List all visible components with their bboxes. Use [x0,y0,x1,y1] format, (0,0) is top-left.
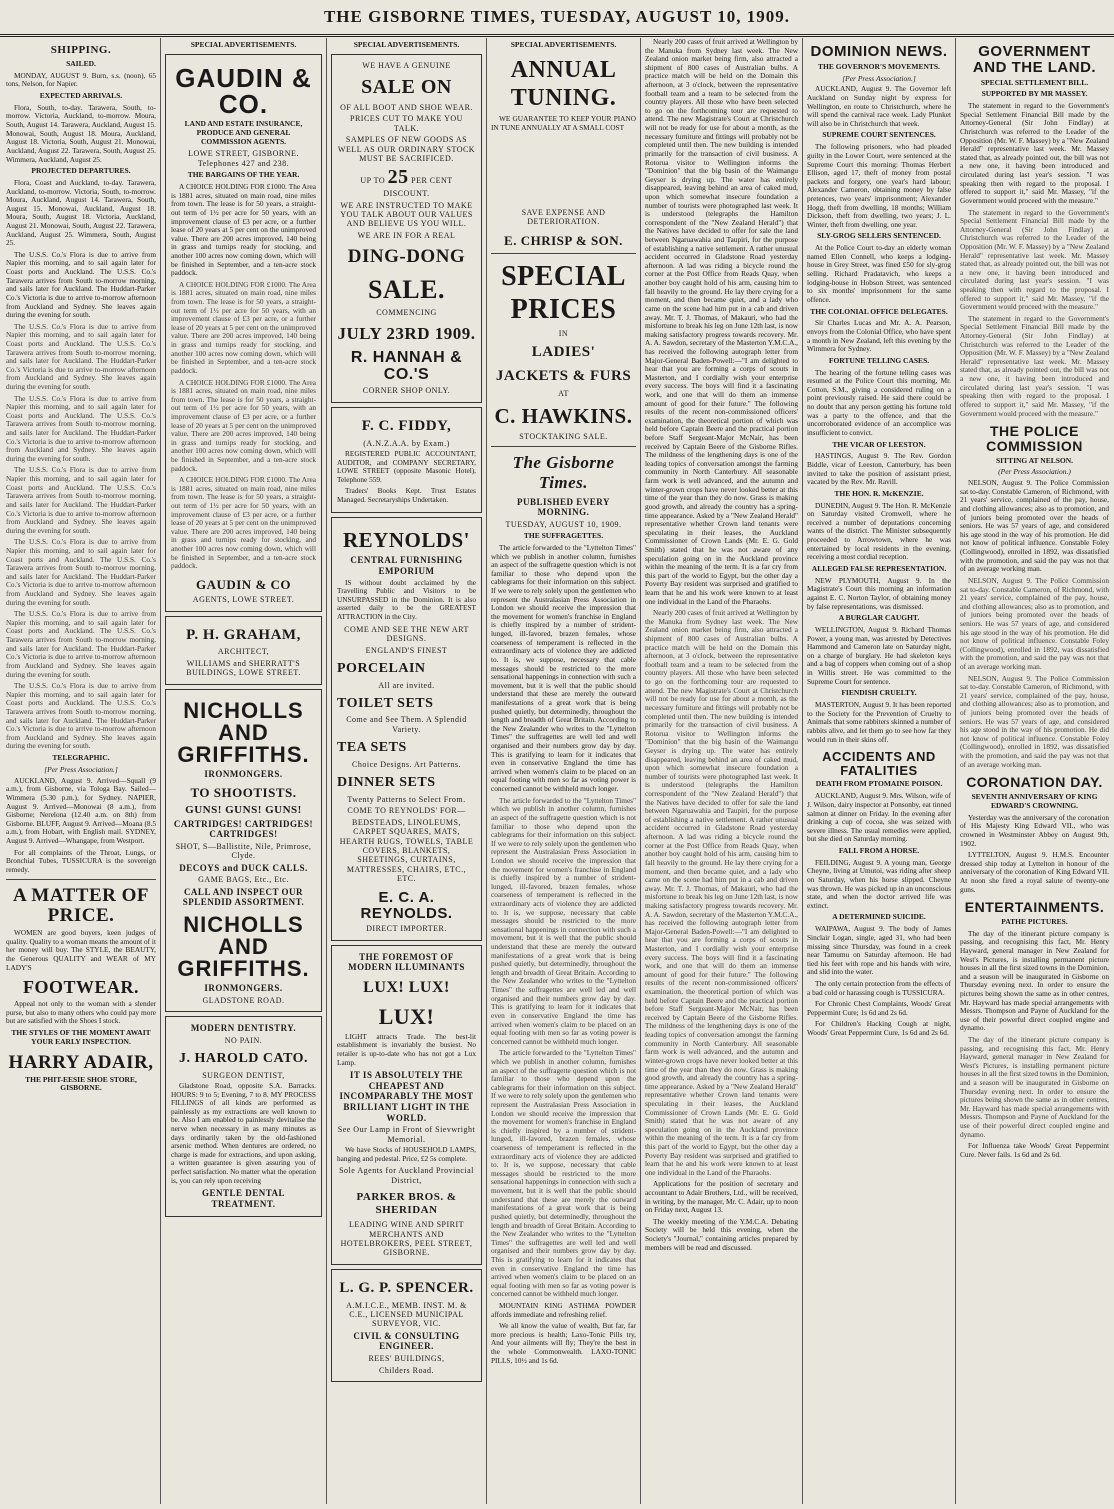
fiddy-text: REGISTERED PUBLIC ACCOUNTANT, AUDITOR, and COMPANY SECRETARY, LOWE STREET (opposite Masonic Hotel), Telephone 559. [337,449,476,484]
footwear-title: FOOTWEAR. [22,977,139,998]
pathe-text-2: The day of the itinerant picture company is passing, and recognising this fact, Mr. Henry Hayward, general manager in New Zealand for West's Pictures, is installing permanent picture houses in all the first sized towns in the Dominion, and a season will be inaugurated in Gisborne on Thursday evening next. In order to ensure the pictures being shown the same as in other centres, Mr. Hayward has made special arrangements with Messrs. Thompson and Payne of Auckland for the use of their powerful direct coupled engine and dynamo. [960,1035,1109,1139]
reynolds-ad [331,517,482,941]
instructed: WE ARE INSTRUCTED TO MAKE YOU TALK ABOUT OUR VALUES AND BELIEVE US YOU WILL. [340,200,473,229]
horse-heading: FALL FROM A HORSE. [838,845,920,855]
shipping-news-5: The U.S.S. Co.'s Flora is due to arrive from Napier this morning, and to sail again later for Coast ports and Auckland. The U.S.S. Co.'s Tarawera arrives from South to-morrow morning, and sails later for Auckland. The Huddart-Parker Co.'s Victoria is due to arrive to-morrow afternoon from Auckland and Sydney. She leaves again during the evening for south. [6,537,156,607]
toilet-sub: Come and See Them. A Splendid Variety. [346,715,467,734]
divider [491,446,636,447]
paper-title: The Gisborne Times. [512,453,615,493]
telegraphic-sub: [Per Press Association.] [44,764,118,774]
traders: Traders' Books Kept. Trust Estates Managed. Secretaryships Undertaken. [337,486,476,505]
column-rule [802,38,803,1504]
alleged-text: NEW PLYMOUTH, August 9. In the Magistrate's Court this morning an information against E. C. Norton Taylor, of obtaining money by false representations, was dismissed. [807,575,951,611]
fiddy-title: F. C. FIDDY, [361,417,452,434]
gladstone-road: GLADSTONE ROAD. [202,995,285,1005]
pathe-heading: PATHE PICTURES. [1001,916,1068,926]
projected-text: Flora, Coast and Auckland, to-day. Tarawera, Auckland, to-morrow. Victoria, South, to-morrow. Moura, Auckland, August 14. Tarawera, South, August 15. Monowai, Auckland, August 18. Moura, South, August 18. Victoria, Auckland, August 21. Monowai, South, August 22. Tarawera, Auckland, August 25. Wimmera, South, August 25. [6,177,156,248]
projected-heading: PROJECTED DEPARTURES. [31,166,131,176]
shot-line: SHOT, S—Ballistite, Nile, Primrose, Clyde. [175,841,312,861]
fortune-text: The hearing of the fortune telling cases was resumed at the Police Court this morning, Mr. Cotton, S.M., giving a considered ruling on a point previously raised. He said there could be no doubt that any person getting his fortune told was a party to the offence, and that the uncorroborated evidence of an accomplice was insufficient to convict. [807,367,951,437]
prices-cut: PRICES CUT TO MAKE YOU TALK. [350,114,463,133]
masthead-title: THE GISBORNE TIMES, TUESDAY, AUGUST 10, 1909. [323,7,791,26]
gaudin-title: GAUDIN & CO. [175,62,312,119]
eca-reynolds: E. C. A. REYNOLDS. [360,888,453,922]
gaudin-ad [165,54,322,612]
issue-date: TUESDAY, AUGUST 10, 1909. [505,519,622,529]
tussicura-note: For all complaints of the Throat, Lungs, or Bronchial Tubes, TUSSICURA is the sovereign remedy. [6,847,156,874]
seventh-anniversary: SEVENTH ANNIVERSARY OF KING EDWARD'S CROWNING. [971,791,1098,810]
chrisp-title: E. CHRISP & SON. [504,232,623,248]
direct-importer: DIRECT IMPORTER. [366,924,447,934]
lux-2: LUX! [378,1003,435,1029]
shipping-news-7: The U.S.S. Co.'s Flora is due to arrive from Napier this morning, and to sail again later for Coast ports and Auckland. The U.S.S. Co.'s Tarawera arrives from South to-morrow morning, and sails later for Auckland. The Huddart-Parker Co.'s Victoria is due to arrive to-morrow afternoon from Auckland and Sydney. She leaves again during the evening for south. [6,681,156,751]
commencing: COMMENCING [376,308,437,318]
supreme-heading: SUPREME COURT SENTENCES. [822,130,936,140]
ironmongers-2: IRONMONGERS. [204,982,283,993]
police-text-3: NELSON, August 9. The Police Commission sat to-day. Constable Cameron, of Richmond, with 21 years' service, complained of the pay, house, and clothing allowances; also as to promotion, and of juniors being promoted over the heads of seniors. He was 57 years of age, and considered his age stood in the way of his promotion. He did not know of political influence. Constable Foley (Collingwood), enrolled in 1892, was dissatisfied with the promotion, and said the pay was not that of an average working man. [960,673,1109,769]
bargains-text-3: A CHOICE HOLDING FOR £1000. The Area is 1881 acres, situated on main road, nine miles from town. The lease is for 50 years, a straight-out term of 1½ per acre for 50 years, with an improvement clause of £3 per acre, or a further lease of 20 years at 5 per cent on the unimproved value. There are 200 acres improved, 140 being in grass and turnips ready for stocking, and another 100 acres now coming down, which will be finished in September, and a ten-acre stock paddock. [171,377,316,473]
entertainments-heading: ENTERTAINMENTS. [964,899,1105,916]
tussicura-note-2: The only certain protection from the effects of a bad cold or harassing cough is TUSSICURA. [807,978,951,997]
telegraphic-text: AUCKLAND, August 9. Arrived—Squall (9 a.m.), from Gisborne, via Tologa Bay. Sailed—Wimmera (5.30 p.m.), for Sydney. NAPIER, August 9. Arrived—Monowai (8 a.m.), from Gisborne; Nerelona (12.40 a.m. on 8th) from Gisborne. BLUFF, August 9. Arrived—Moana (8.5 a.m.), from Hobart, with English mail. SYDNEY, August 9. Arrived—Whangape, from Westport. [6,775,156,845]
government-text: The statement in regard to the Government's Special Settlement Financial Bill made by the Attorney-General (Sir John Findlay) at Christchurch was referred to the Leader of the Opposition (Mr. W. F. Massey) by a "New Zealand Herald" representative last week. Mr. Massey stated that, as already pointed out, the bill was not a new one, it having been introduced and circulated during last year's session. "I was speaking then with regard to the proposal. I offered to support it," said Mr. Massey, "if the Government would proceed with the measure." [960,101,1109,205]
game-bags-line: GAME BAGS, Etc., Etc. [198,875,289,885]
genuine-line: WE HAVE A GENUINE [362,60,451,70]
sale-big: SALE. [368,274,445,304]
press-association: [Per Press Association.] [842,73,916,83]
annual-tuning: ANNUAL TUNING. [510,56,617,112]
sole-agents: Sole Agents for Auckland Provincial District, [339,1166,474,1185]
special-ads-banner: SPECIAL ADVERTISEMENTS. [190,40,297,49]
reynolds-text: IS without doubt acclaimed by the Travelling Public and Visitors to be UNSURPASSED in the Dominion. It is also asserted daily to be the GREATEST ATTRACTION in the City. [337,577,476,622]
nicholls-title: NICHOLLS AND GRIFFITHS. [177,697,310,767]
editorial-title: THE SUFFRAGETTES. [523,531,604,541]
matter-of-price-text: WOMEN are good buyers, keen judges of quality. Quality to a woman means the amount of it her money will buy. The STYLE, the BEAUTY, the Generous QUALITY and WEAR of MY LADY'S [6,928,156,972]
laxo-verse: We all know the value of wealth, But far, far more precious is health; Laxo-Tonic Pills try, And your ailments will fly; They're the best in the whole Commonwealth. LAXO-TONIC PILLS, 10½ and 1s 6d. [491,1321,636,1365]
lux-text: LIGHT attracts Trade. The best-lit establishment is invariably the busiest. No retailer is up-to-date who has not got a Lux Lamp. [337,1031,476,1067]
cato-sub: SURGEON DENTIST, [202,1070,285,1080]
graham-title: P. H. GRAHAM, [186,626,301,643]
items: BEDSTEADS, LINOLEUMS, CARPET SQUARES, MATS, HEARTH RUGS, TOWELS, TABLE COVERS, BLANKETS, SHEETINGS, CURTAINS, MATTRESSES, CHAIRS, ETC., ETC. [339,817,474,884]
gaudin-agents: GAUDIN & CO [195,576,292,592]
corner-shop: CORNER SHOP ONLY. [362,386,451,396]
column-rule [326,38,327,1504]
dingdong: DING-DONG [347,246,466,268]
column-editorial [491,38,636,1504]
dinner-sub: Twenty Patterns to Select From. [347,794,466,804]
tea-sets: TEA SETS [337,740,407,756]
column-dominion-news [807,38,951,1504]
ptomaine-text: AUCKLAND, August 9. Mrs. Wilson, wife of J. Wilson, dairy inspector at Ponsonby, eat tinned salmon at dinner on Friday. In the evening after drinking a cup of cocoa, she was seized with severe illness. The usual remedies were applied, but she died on Saturday morning. [807,791,951,844]
sitting-nelson: SITTING AT NELSON. [995,455,1074,465]
porcelain: PORCELAIN [337,661,426,676]
no-pain: NO PAIN. [224,1035,263,1045]
masthead [0,0,1114,37]
foremost: THE FOREMOST OF MODERN ILLUMINANTS [348,951,465,973]
shipping-news-4: The U.S.S. Co.'s Flora is due to arrive from Napier this morning, and to sail again later for Coast ports and Auckland. The U.S.S. Co.'s Tarawera arrives from South to-morrow morning, and sails later for Auckland. The Huddart-Parker Co.'s Victoria is due to arrive to-morrow afternoon from Auckland and Sydney. She leaves again during the evening for south. [6,465,156,535]
shoe-sale-ad [331,54,482,403]
toilet-sets: TOILET SETS [337,695,434,711]
police-heading: THE POLICE COMMISSION [986,423,1083,454]
samples: SAMPLES OF NEW GOODS AS WELL AS OUR ORDINARY STOCK MUST BE SACRIFICED. [337,135,476,164]
governor-sub: THE GOVERNOR'S MOVEMENTS. [818,61,940,71]
cato-ad [165,1016,322,1217]
expected-heading: EXPECTED ARRIVALS. [39,91,123,101]
ironmongers: IRONMONGERS. [204,768,283,779]
column-rule [640,38,641,1504]
come-see: COME AND SEE THE NEW ART DESIGNS. [344,624,469,644]
burglar-text: WELLINGTON, August 9. Richard Thomas Power, a young man, was arrested by Detectives Hammond and Cameron late on Saturday night, on a charge of burglary. He had skeleton keys and a bag of coppers when coming out of a shop in Willis street. He was committed to the Supreme Court for sentence. [807,625,951,686]
graham-address: WILLIAMS and SHERRATT'S BUILDINGS, LOWE STREET. [186,658,301,678]
shipping-news-6: The U.S.S. Co.'s Flora is due to arrive from Napier this morning, and to sail again later for Coast ports and Auckland. The U.S.S. Co.'s Tarawera arrives from South to-morrow morning, and sails later for Auckland. The Huddart-Parker Co.'s Victoria is due to arrive to-morrow afternoon from Auckland and Sydney. She leaves again during the evening for south. [6,609,156,679]
real-line: WE ARE IN FOR A REAL [357,230,456,240]
supreme-text: The following prisoners, who had pleaded guilty in the Lower Court, were sentenced at the Supreme Court this morning: Thomas Herbert Ellison, aged 17, theft of money from postal packets and forgery, one year's hard labour; Alexander Cameron, obtaining money by false pretences, two years' imprisonment; Alexander Hogg, theft from dwelling, 18 months; William Dickson, theft from dwelling, two years; J. L. Winter, theft from dwelling, one year. [807,142,951,229]
divider [491,253,636,254]
come-for: COME TO REYNOLDS' FOR— [347,806,466,816]
governor-text: AUCKLAND, August 9. The Governor left Auckland on Sunday night by express for Wellington, en route to Christchurch, where he will spend the carnival race week. Lady Plunket will also be in Christchurch that week. [807,84,951,128]
suicide-heading: A DETERMINED SUICIDE. [832,912,926,922]
editorial-text-2: The article forwarded to the "Lyttelton Times" which we publish in another column, furnishes an aspect of the suffragette question which is not familiar to those who depend upon the cablegrams for their information on this subject. If we were to rely solely upon the gentlemen who represent the Australasian Press Association in London we should receive the impression that the movement for women's franchise in England is chiefly inspired by a number of strident-lunged, ill-favored, brazen females, whose coarseness of temperament is reflected in the extraordinary acts of violence they are addicted to. It is, we suppose, necessary that cable messages should be restricted to the more sensational happenings in connection with such a movement, but it is well that the public should understand that these are merely the outward manifestations of a great work that is being pushed quietly, but determinedly, throughout the length and breadth of Great Britain. According to the New Zealander who writes to the "Lyttelton Times" the suffragettes are well led and well organised and their numbers grow day by day. This is gratifying to learn for it indicates that even in conservative England the time has arrived when women's claim to be placed on an equal footing with men so far as voting power is concerned cannot be withheld much longer. [491,795,636,1046]
special-ads-banner: SPECIAL ADVERTISEMENTS. [510,40,617,49]
hawkins: C. HAWKINS. [494,404,633,429]
july-date: JULY 23RD 1909. [337,323,476,343]
coronation-heading: CORONATION DAY. [966,774,1103,791]
sailed-heading: SAILED. [66,58,96,68]
sly-grog-heading: SLY-GROG SELLERS SENTENCED. [817,231,941,241]
column-special-ads-2 [331,38,482,1504]
reynolds-title: REYNOLDS' [342,527,471,552]
mckenzie-text: DUNEDIN, August 9. The Hon. R. McKenzie on Saturday visited Cromwell, where he received a number of deputations concerning wants of the district. The Minister subsequently proceeded to Arrowtown, where he was entertained by local residents in the evening, receiving a most cordial reception. [807,500,951,562]
cato-title: J. HAROLD CATO. [178,1051,309,1067]
ymca: The weekly meeting of the Y.M.C.A. Debating Society will be held this evening, when the Society's "Journal," containing articles prepared by members will be read and discussed. [645,1216,798,1252]
styles-line: THE STYLES OF THE MOMENT AWAIT YOUR EARLY INSPECTION. [11,1028,151,1046]
gaudin-address: LOWE STREET, GISBORNE. Telephones 427 and 238. [188,149,299,168]
cheapest: IT IS ABSOLUTELY THE CHEAPEST AND INCOMPARABLY THE MOST BRILLIANT LIGHT IN THE WORLD. [339,1070,474,1123]
alleged-heading: ALLEGED FALSE REPRESENTATION. [811,563,947,573]
spencer-sub: A.M.I.C.E., MEMB. INST. M. & C.E., LICENSED MUNICIPAL SURVEYOR, VIC. [346,1300,467,1329]
column-rule [486,38,487,1504]
jackets-furs: JACKETS & FURS [495,368,632,385]
bargains-text-4: A CHOICE HOLDING FOR £1000. The Area is 1881 acres, situated on main road, nine miles from town. The lease is for 50 years, a straight-out term of 1½ per acre for 50 years, with an improvement clause of £3 per acre, or a further lease of 20 years at 5 per cent on the unimproved value. There are 200 acres improved, 140 being in grass and turnips ready for stocking, and another 100 acres now coming down, which will be finished in September, and a ten-acre stock paddock. [171,475,316,571]
column-local-news [645,38,798,1504]
cartridges-line: CARTRIDGES! CARTRIDGES! CARTRIDGES! [173,818,314,840]
accidents-heading: ACCIDENTS AND FATALITIES [822,749,936,778]
gentle-line: GENTLE DENTAL TREATMENT. [201,1188,286,1209]
local-news: Nearly 200 cases of fruit arrived at Wellington by the Manuka from Sydney last week. The New Zealand onion market being firm, also attracted a shipment of 800 cases of Australian bulbs. A practice match will be held on the Domain this afternoon, at 3 o'clock, between the representative football team and a team to be selected from the country players. All those who have been selected to go on the forthcoming tour are requested to attend. The new Magistrate's Court at Christchurch will not be ready for use for about a month, as the necessary furniture and fittings will probably not be completed until then. The new building is intended primarily for the transaction of civil business. A Rotorua visitor to Wellington informs the "Dominion" that the big basin of the Waimangu Geyser is drying up. The water has entirely disappeared, leaving behind an area of caked mud, upon which somewhat insecure foundation a number of tourists were photographed last week. It is understood (telegraphs the Hamilton correspondent of the "New Zealand Herald") that the Natives have decided to offer for sale the land between Ngaruawahia and Taupiri, for the purpose of establishing a native settlement. A rather unusual accident occurred in Gladstone Road yesterday afternoon. A lad was riding a bicycle round the corner at the Post Office from Reads Quay, when another boy caught hold of his arm, causing him to fall heavily to the ground. He lay there crying for a moment, and then became quiet, and a lady who came on the scene had him put in a cab and driven away. Mr. T. J. Thomas, of Makauri, who had the misfortune to break his leg on June 12th last, is now making satisfactory progress towards recovery. Mr. A. A. Sawdon, secretary of the Masterton Y.M.C.A., has received the following autograph letter from Major-General Baden-Powell:—"I am delighted to hear that you are forming a corps of scouts in Masterton, and I cordially wish your enterprise every success. The boys will find it a fascinating work, and one that will do them an immense amount of good for their future." The following results of the recent non-commissioned officers' examination, the theoretical portion of which was held before Captain Beere and the practical portion before Staff Sergeant-Major McNair, has been received by Captain Beere of the Gisborne Rifles. The mildness of the lengthening days is one of the leading topics of conversation amongst the farming community in North Canterbury. All seasonable farm work is well advanced, and the autumn and winter-grown crops have never looked better at this time of the year than they do now. Grass is making good growth, and already the country has a spring-time appearance. Asked by a "New Zealand Herald" representative whether Crown land tenants were speculating in their leases, the Auckland Commissioner of Crown Lands (Mr. E. G. Gold Smith) stated that he was not aware of any speculation going on in the Auckland province within the meaning of the term. It is a far cry from this part of the world to Egypt, but the other day a Poverty Bay resident was surprised and gratified to learn that he and his work were known to at least one individual in the Land of the Pharaohs. [645,38,798,606]
editorial-text-3: The article forwarded to the "Lyttelton Times" which we publish in another column, furnishes an aspect of the suffragette question which is not familiar to those who depend upon the cablegrams for their information on this subject. If we were to rely solely upon the gentlemen who represent the Australasian Press Association in London we should receive the impression that the movement for women's franchise in England is chiefly inspired by a number of strident-lunged, ill-favored, brazen females, whose coarseness of temperament is reflected in the extraordinary acts of violence they are addicted to. It is, we suppose, necessary that cable messages should be restricted to the more sensational happenings in connection with such a movement, but it is well that the public should understand that these are merely the outward manifestations of a great work that is being pushed quietly, but determinedly, throughout the length and breadth of Great Britain. According to the New Zealander who writes to the "Lyttelton Times" the suffragettes are well led and well organised and their numbers grow day by day. This is gratifying to learn for it indicates that even in conservative England the time has arrived when women's claim to be placed on an equal footing with men so far as voting power is concerned cannot be withheld much longer. [491,1048,636,1299]
special-settlement: SPECIAL SETTLEMENT BILL. [980,77,1089,87]
column-rule [955,38,956,1504]
in-word: IN [558,328,569,338]
sale-on: SALE ON [361,76,452,99]
at-word: AT [558,388,569,398]
government-heading: GOVERNMENT AND THE LAND. [972,43,1097,76]
influenza-note: For Influenza take Woods' Great Peppermint Cure. Never fails. 1s 6d and 2s 6d. [960,1141,1109,1159]
pathe-text: The day of the itinerant picture company is passing, and recognising this fact, Mr. Henry Hayward, general manager in New Zealand for West's Pictures, is installing permanent picture houses in all the first sized towns in the Dominion, and a season will be inaugurated in Gisborne on Thursday evening next. In order to ensure the pictures being shown the same as in other centres, Mr. Hayward has made special arrangements with Messrs. Thompson and Payne of Auckland for the use of their powerful direct coupled engine and dynamo. [960,928,1109,1033]
hannah-title: R. HANNAH & CO.'S [350,348,463,383]
shipping-heading: SHIPPING. [50,44,112,56]
divider [6,879,156,880]
expected-text: Flora, South, to-day. Tarawera, South, to-morrow. Victoria, Auckland, to-morrow. Moura, South, August 14. Tarawera, Auckland, August 15. Monowai, South, August 18. Moura, Auckland, August 18. Victoria, South, August 21. Monowai, Auckland, August 22. Tarawera, South, August 25. Wimmera, Auckland, August 25. [6,102,156,164]
woods-children: For Children's Hacking Cough at night, Woods' Great Peppermint Cure, 1s 6d and 2s 6d. [807,1019,951,1038]
special-ads-banner: SPECIAL ADVERTISEMENTS. [353,40,460,49]
all-invited: All are invited. [378,680,435,690]
rees: REES' BUILDINGS, [368,1354,445,1364]
telegraphic-heading: TELEGRAPHIC. [52,752,110,762]
childers: Childers Road. [379,1365,434,1375]
civil: CIVIL & CONSULTING ENGINEER. [353,1330,460,1352]
annual-text: WE GUARANTEE TO KEEP YOUR PIANO IN TUNE ANNUALLY AT A SMALL COST [491,114,636,133]
dentistry-heading: MODERN DENTISTRY. [190,1022,297,1033]
local-news-2: Nearly 200 cases of fruit arrived at Wellington by the Manuka from Sydney last week. The New Zealand onion market being firm, also attracted a shipment of 800 cases of Australian bulbs. A practice match will be held on the Domain this afternoon, at 3 o'clock, between the representative football team and a team to be selected from the country players. All those who have been selected to go on the forthcoming tour are requested to attend. The new Magistrate's Court at Christchurch will not be ready for use for about a month, as the necessary furniture and fittings will probably not be completed until then. The new building is intended primarily for the transaction of civil business. A Rotorua visitor to Wellington informs the "Dominion" that the big basin of the Waimangu Geyser is drying up. The water has entirely disappeared, leaving behind an area of caked mud, upon which somewhat insecure foundation a number of tourists were photographed last week. It is understood (telegraphs the Hamilton correspondent of the "New Zealand Herald") that the Natives have decided to offer for sale the land between Ngaruawahia and Taupiri, for the purpose of establishing a native settlement. A rather unusual accident occurred in Gladstone Road yesterday afternoon. A lad was riding a bicycle round the corner at the Post Office from Reads Quay, when another boy caught hold of his arm, causing him to fall heavily to the ground. He lay there crying for a moment, and then became quiet, and a lady who came on the scene had him put in a cab and driven away. Mr. T. J. Thomas, of Makauri, who had the misfortune to break his leg on June 12th last, is now making satisfactory progress towards recovery. Mr. A. A. Sawdon, secretary of the Masterton Y.M.C.A., has received the following autograph letter from Major-General Baden-Powell:—"I am delighted to hear that you are forming a corps of scouts in Masterton, and I cordially wish your enterprise every success. The boys will find it a fascinating work, and one that will do them an immense amount of good for their future." The following results of the recent non-commissioned officers' examination, the theoretical portion of which was held before Captain Beere and the practical portion before Staff Sergeant-Major McNair, has been received by Captain Beere of the Gisborne Rifles. The mildness of the lengthening days is one of the leading topics of conversation amongst the farming community in North Canterbury. All seasonable farm work is well advanced, and the autumn and winter-grown crops have never looked better at this time of the year than they do now. Grass is making good growth, and already the country has a spring-time appearance. Asked by a "New Zealand Herald" representative whether Crown land tenants were speculating in their leases, the Auckland Commissioner of Crown Lands (Mr. E. G. Gold Smith) stated that he was not aware of any speculation going on in the Auckland province within the meaning of the term. It is a far cry from this part of the world to Egypt, but the other day a Poverty Bay resident was surprised and gratified to learn that he and his work were known to at least one individual in the Land of the Pharaohs. [645,608,798,1177]
bargains-heading: THE BARGAINS OF THE YEAR. [187,170,300,180]
shipping-news-2: The U.S.S. Co.'s Flora is due to arrive from Napier this morning, and to sail again later for Coast ports and Auckland. The U.S.S. Co.'s Tarawera arrives from South to-morrow morning, and sails later for Auckland. The Huddart-Parker Co.'s Victoria is due to arrive to-morrow afternoon from Auckland and Sydney. She leaves again during the evening for south. [6,321,156,391]
woods-chest: For Chronic Chest Complaints, Woods' Great Peppermint Cure; 1s 6d and 2s 6d. [807,999,951,1017]
column-special-ads-1 [165,38,322,1504]
save-expense: SAVE EXPENSE AND DETERIORATION. [521,207,606,227]
guns-line: GUNS! GUNS! GUNS! [185,803,302,816]
vicar-heading: THE VICAR OF LEESTON. [832,439,926,449]
sly-grog-text: At the Police Court to-day an elderly woman named Ellen Connell, who keeps a lodging-house in Grey Street, was fined £50 for sly-grog selling. Richard Pradatavich, who keeps a lodging-house in Hobson Street, was sentenced to six months' imprisonment for the same offence. [807,243,951,304]
police-text: NELSON, August 9. The Police Commission sat to-day. Constable Cameron, of Richmond, with 21 years' service, complained of the pay, house, and clothing allowances; also as to promotion, and of juniors being promoted over the heads of seniors. He was 57 years of age, and considered his age stood in the way of his promotion. He did not know of political influence. Constable Foley (Collingwood), enrolled in 1892, was dissatisfied with the promotion, and said the pay was not that of an average working man. [960,478,1109,574]
government-text-3: The statement in regard to the Government's Special Settlement Financial Bill made by the Attorney-General (Sir John Findlay) at Christchurch was referred to the Leader of the Opposition (Mr. W. F. Massey) by a "New Zealand Herald" representative last week. Mr. Massey stated that, as already pointed out, the bill was not a new one, it having been introduced and circulated during last year's session. "I was speaking then with regard to the proposal. I offered to support it," said Mr. Massey, "if the Government would proceed with the measure." [960,313,1109,418]
graham-ad [165,616,322,685]
gaudin-agents-sub: AGENTS, LOWE STREET. [192,595,295,605]
shoe-store: THE PHIT-EESIE SHOE STORE, GISBORNE. [25,1074,137,1093]
parker-title: PARKER BROS. & SHERIDAN [356,1191,457,1217]
shootists: TO SHOOTISTS. [190,785,297,801]
decoys-line: DECOYS and DUCK CALLS. [179,862,308,873]
nicholls-ad [165,689,322,1012]
nicholls-title-2: NICHOLLS AND GRIFFITHS. [177,911,310,981]
colonial-text: Sir Charles Lucas and Mr. A. A. Pearson, envoys from the Colonial Office, who have spent a month in New Zealand, left this evening by the Wimmera for Sydney. [807,318,951,354]
fortune-heading: FORTUNE TELLING CASES. [828,355,930,365]
up-to: UP TO [360,175,386,185]
stocktaking: STOCKTAKING SALE. [519,431,608,441]
cato-text: Gladstone Road, opposite S.A. Barracks. HOURS: 9 to 5; Evening, 7 to 8. MY PROCESS FILLINGS of all kinds are performed as painlessly as my extractions are well known to be. Also I am enabled to painlessly devitalise the nerve when necessary in as many minutes as days ordinarily taken by the old-fashioned arsenic method. When dentures are ordered, no charge is made for extractions, and upon asking, a written guarantee is given assuring you of perfect satisfaction. No matter what the operation is, you can rely upon receiving [171,1080,316,1185]
dominion-news-heading: DOMINION NEWS. [810,43,948,60]
press-association-2: (Per Press Association.) [998,467,1071,477]
applications: Applications for the position of secretary and accountant to Adair Brothers, Ltd., will be received, in writing, by the manager, Mr. C. Adair, up to noon on Friday next, August 13. [645,1179,798,1215]
ladies: LADIES' [531,344,596,361]
ptomaine-heading: DEATH FROM PTOMAINE POISON. [815,779,943,789]
gaudin-sub: LAND AND ESTATE INSURANCE, PRODUCE AND GENERAL COMMISSION AGENTS. [184,118,303,146]
editorial-text: The article forwarded to the "Lyttelton Times" which we publish in another column, furnishes an aspect of the suffragette question which is not familiar to those who depend upon the cablegrams for their information on this subject. If we were to rely solely upon the gentlemen who represent the Australasian Press Association in London we should receive the impression that the movement for women's franchise in England is chiefly inspired by a number of strident-lunged, ill-favored, brazen females, whose coarseness of temperament is reflected in the extraordinary acts of violence they are addicted to. It is, we suppose, necessary that cable messages should be restricted to the more sensational happenings in connection with such a movement, but it is well that the public should understand that these are merely the outward manifestations of a great work that is being pushed quietly, but determinedly, throughout the length and breadth of Great Britain. According to the New Zealander who writes to the "Lyttelton Times" the suffragettes are well led and well organised and their numbers grow day by day. This is gratifying to learn for it indicates that even in conservative England the time has arrived when women's claim to be placed on an equal footing with men so far as voting power is concerned cannot be withheld much longer. [491,543,636,794]
call-line: CALL AND INSPECT OUR SPLENDID ASSORTMENT. [182,886,305,908]
column-rule [160,38,161,1504]
matter-of-price-title: A MATTER OF PRICE. [12,885,150,927]
discount-line [337,166,476,199]
fiendish-text: MASTERTON, August 9. It has been reported to the Society for the Prevention of Cruelty to Animals that some rabbiters skinned a number of rabbits alive, and let them go to see how far they would run in their skins off. [807,700,951,744]
vicar-text: HASTINGS, August 9. The Rev. Gordon Biddle, vicar of Leeston, Canterbury, has been invited to take the position of assistant priest, vacated by the Rev. Mr. Ravill. [807,451,951,487]
shipping-news-3: The U.S.S. Co.'s Flora is due to arrive from Napier this morning, and to sail again later for Coast ports and Auckland. The U.S.S. Co.'s Tarawera arrives from South to-morrow morning, and sails later for Auckland. The Huddart-Parker Co.'s Victoria is due to arrive to-morrow afternoon from Auckland and Sydney. She leaves again during the evening for south. [6,393,156,463]
published: PUBLISHED EVERY MORNING. [517,496,610,518]
discount-pct: 25 [387,165,409,188]
fiddy-ad [331,407,482,513]
bargains-text-2: A CHOICE HOLDING FOR £1000. The Area is 1881 acres, situated on main road, nine miles from town. The lease is for 50 years, a straight-out term of 1½ per acre for 50 years, with an improvement clause of £3 per acre, or a further lease of 20 years at 5 per cent on the unimproved value. There are 200 acres improved, 140 being in grass and turnips ready for stocking, and another 100 acres now coming down, which will be finished in September, and a ten-acre stock paddock. [171,279,316,375]
column-government [960,38,1109,1504]
coronation-text: Yesterday was the anniversary of the coronation of His Majesty King Edward VII., who was crowned in Westminster Abbey on August 9th, 1902. [960,812,1109,848]
see-lamp: See Our Lamp in Front of Sievwright Memorial. [337,1125,476,1144]
column-shipping [6,38,156,1504]
suicide-text: WAIPAWA, August 9. The body of James Sinclair Logan, single, aged 31, who had been missing since Thursday, was found in a creek near Tamumu on Saturday afternoon. He had tied his feet with rope and his hands with wire, and slid into the water. [807,924,951,977]
colonial-heading: THE COLONIAL OFFICE DELEGATES. [810,306,948,316]
burglar-heading: A BURGLAR CAUGHT. [838,613,920,623]
parker-sub: LEADING WINE AND SPIRIT MERCHANTS AND HOTELBROKERS, PEEL STREET, GISBORNE. [340,1220,473,1258]
lux-ad [331,945,482,1265]
tea-sub: Choice Designs. Art Patterns. [352,759,461,769]
fiendish-heading: FIENDISH CRUELTY. [841,688,917,698]
police-text-2: NELSON, August 9. The Police Commission sat to-day. Constable Cameron, of Richmond, with 21 years' service, complained of the pay, house, and clothing allowances; also as to promotion, and of juniors being promoted over the heads of seniors. He was 57 years of age, and considered his age stood in the way of his promotion. He did not know of political influence. Constable Foley (Collingwood), enrolled in 1892, was dissatisfied with the promotion, and said the pay was not that of an average working man. [960,575,1109,671]
graham-sub: ARCHITECT, [217,647,270,657]
dinner-sets: DINNER SETS [337,775,436,791]
spencer-ad [331,1269,482,1382]
shipping-news: The U.S.S. Co.'s Flora is due to arrive from Napier this morning, and to sail again later for Coast ports and Auckland. The U.S.S. Co.'s Tarawera arrives from South to-morrow morning, and sails later for Auckland. The Huddart-Parker Co.'s Victoria is due to arrive to-morrow afternoon from Auckland and Sydney. She leaves again during the evening for south. [6,249,156,320]
englands: ENGLAND'S FINEST [365,645,448,655]
stocks: We have Stocks of HOUSEHOLD LAMPS, hanging and pedestal. Price, £2 5s complete. [337,1145,476,1163]
supported-by: SUPPORTED BY MR MASSEY. [981,89,1088,99]
sailed-text: MONDAY, AUGUST 9. Burn, s.s. (noon), 65 tons, Nelson, for Napier. [6,70,156,89]
harry-adair: HARRY ADAIR, [8,1051,154,1073]
bargains-text: A CHOICE HOLDING FOR £1000. The Area is 1881 acres, situated on main road, nine miles from town. The lease is for 50 years, a straight-out term of 1½ per acre for 50 years, with an improvement clause of £3 per acre, or a further lease of 20 years at 5 per cent on the unimproved value. There are 200 acres improved, 140 being in grass and turnips ready for stocking, and another 100 acres now coming down, which will be finished in September, and a ten-acre stock paddock. [171,182,316,278]
of-all: OF ALL BOOT AND SHOE WEAR. [340,102,473,112]
mckenzie-heading: THE HON. R. McKENZIE. [834,488,924,498]
per-cent: PER CENT DISCOUNT. [383,175,453,199]
lux-1: LUX! LUX! [363,978,450,996]
spencer-title: L. G. P. SPENCER. [339,1279,474,1296]
horse-text: FEILDING, August 9. A young man, George Cheyne, living at Umutoi, was riding after sheep on Saturday, when his horse slipped. Cheyne was thrown. He was picked up in an unconscious state, and when the doctor arrived life was extinct. [807,857,951,910]
asthma-powder: MOUNTAIN KING ASTHMA POWDER affords immediate and refreshing relief. [491,1301,636,1319]
footwear-text: Appeal not only to the woman with a slender purse, but also to many others who could pay more but are satisfied with the Shoes I stock. [6,999,156,1026]
special-prices: SPECIAL PRICES [501,260,626,325]
piano-space [491,136,636,206]
government-text-2: The statement in regard to the Government's Special Settlement Financial Bill made by the Attorney-General (Sir John Findlay) at Christchurch was referred to the Leader of the Opposition (Mr. W. F. Massey) by a "New Zealand Herald" representative last week. Mr. Massey stated that, as already pointed out, the bill was not a new one, it having been introduced and circulated during last year's session. "I was speaking then with regard to the proposal. I offered to support it," said Mr. Massey, "if the Government would proceed with the measure." [960,207,1109,312]
lyttelton-text: LYTTELTON, August 9. H.M.S. Encounter dressed ship today at Lyttelton in honour of the anniversary of the coronation of King Edward VII. At noon she fired a royal salute of twenty-one guns. [960,850,1109,894]
fiddy-sub: (A.N.Z.A.A. by Exam.) [363,438,450,448]
reynolds-sub: CENTRAL FURNISHING EMPORIUM [350,555,463,577]
